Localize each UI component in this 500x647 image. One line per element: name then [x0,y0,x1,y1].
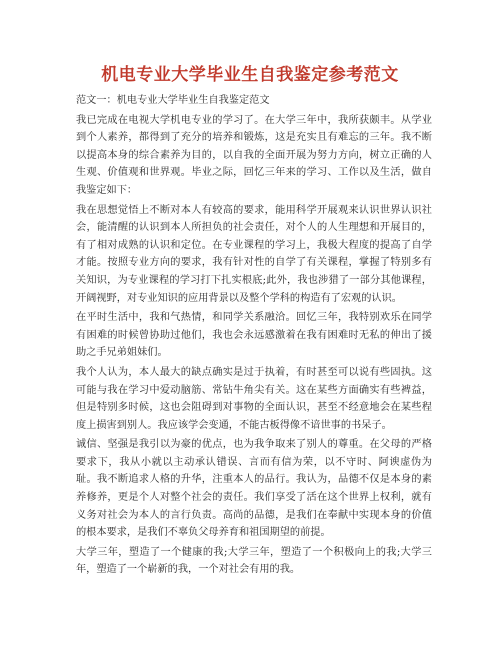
paragraph: 我已完成在电视大学机电专业的学习了。在大学三年中，我所获颇丰。从学业到个人素养，都得到了充分的培养和锻炼，这是充实且有难忘的三年。我不断以提高本身的综合素养为目的，以自我的全面开展为努力方向，树立正确的人生观、价值观和世界观。毕业之际，回忆三年来的学习、工作以及生活，做自我鉴定如下： [76,114,432,196]
paragraph: 在平时生活中，我和气热情，和同学关系融洽。回忆三年，我特别欢乐在同学有困难的时候曾协助过他们，我也会永远感激着在我有困难时无私的伸出了援助之手兄弟姐妹们。 [76,312,432,359]
document-title: 机电专业大学毕业生自我鉴定参考范文 [101,65,399,85]
paragraph: 诚信、坚强是我引以为豪的优点，也为我争取来了别人的尊重。在父母的严格要求下，我从小就以主动承认错误、言而有信为荣，以不守时、阿谀虚伪为耻。我不断追求人格的升华，注重本人的品行。我认为，品德不仅是本身的素养修养，更是个人对整个社会的责任。我们享受了活在这个世界上权利，就有义务对社会为本人的言行负责。高尚的品德，是我们在奉献中实现本身的价值的根本要求，是我们不辜负父母养育和祖国期望的前提。 [76,439,432,539]
paragraph: 我个人认为，本人最大的缺点确实是过于执着，有时甚至可以说有些固执。这可能与我在学习中爱动脑筋、常钻牛角尖有关。这在某些方面确实有些裨益，但是特别多时候，这也会阻碍到对事物的全面认识，甚至不经意地会在某些程度上损害到别人。我应该学会变通，不能古板得像不谙世事的书呆子。 [76,366,432,431]
paragraph: 大学三年，塑造了一个健康的我;大学三年，塑造了一个积极向上的我;大学三年，塑造了一个崭新的我，一个对社会有用的我。 [76,546,432,576]
document-body [76,92,432,581]
paragraph: 我在思想觉悟上不断对本人有较高的要求，能用科学开展观来认识世界认识社会，能清醒的认识到本人所担负的社会责任，对个人的人生理想和开展目的，有了相对成熟的认识和定位。在专业课程的学习上，我极大程度的提高了自学才能。按照专业方向的要求，我有针对性的自学了有关课程，掌握了特别多有关知识，为专业课程的学习打下扎实根底;此外，我也涉猎了一部分其他课程，开阔视野，对专业知识的应用背景以及整个学科的构造有了宏观的认识。 [76,204,432,304]
document-subtitle: 范文一：机电专业大学毕业生自我鉴定范文 [76,95,270,106]
